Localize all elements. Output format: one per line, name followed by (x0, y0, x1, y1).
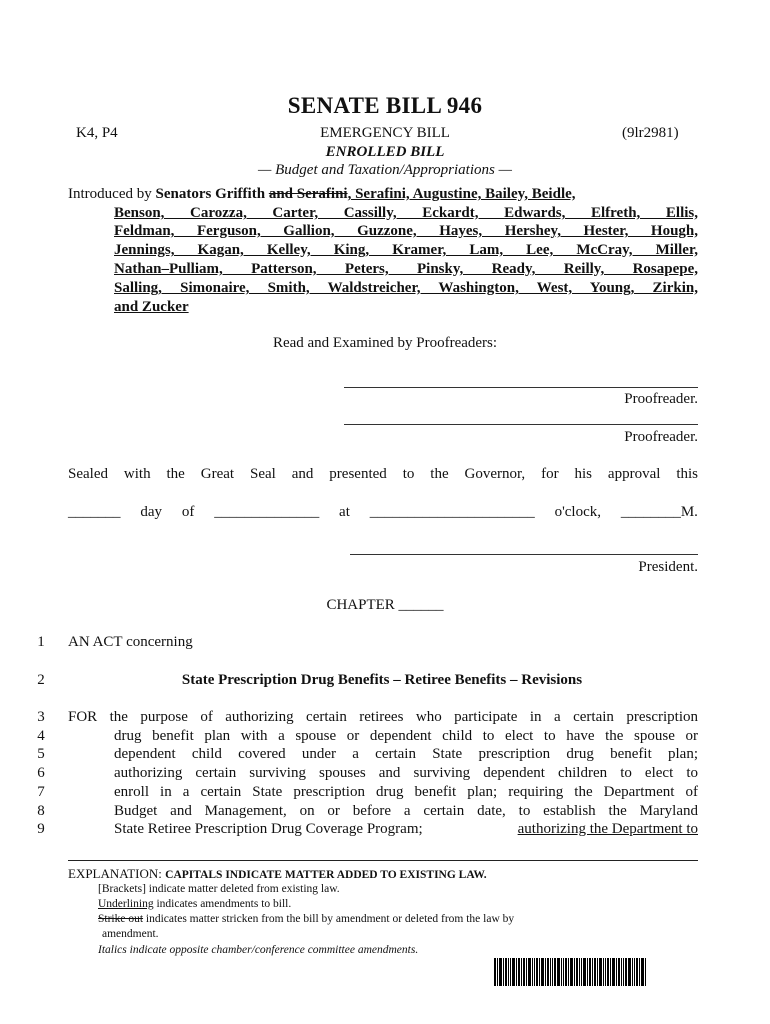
explanation-underlining (98, 898, 291, 910)
sponsors-line-4: Jennings, Kagan, Kelley, King, Kramer, Lam, Lee, McCray, Miller, (114, 242, 698, 258)
proofreader-label-2: Proofreader. (624, 429, 698, 445)
explanation-divider (68, 860, 698, 861)
oclock-word: o'clock, (554, 504, 601, 520)
explanation-heading (68, 866, 487, 882)
sponsors-line-7: and Zucker (114, 299, 189, 315)
line-number: 9 (37, 821, 45, 837)
emergency-label: EMERGENCY BILL (320, 125, 450, 141)
strike-desc: indicates matter stricken from the bill by amendment or deleted from the law by (145, 913, 515, 925)
seal-statement: Sealed with the Great Seal and presented to the Governor, for his approval this (68, 466, 698, 482)
explanation-brackets (98, 883, 340, 895)
proofreader-signature-line-1 (344, 387, 698, 388)
explanation-italics: Italics indicate opposite chamber/conference committee amendments. (98, 944, 419, 956)
body-line-8: Budget and Management, on or before a certain date, to establish the Maryland (114, 803, 698, 819)
day-word: day (140, 504, 163, 520)
act-title (0, 672, 770, 689)
body-line-5: dependent child covered under a certain State prescription drug benefit plan; (114, 746, 698, 762)
explanation-label: EXPLANATION: (68, 866, 162, 881)
sponsors-intro: Introduced by (68, 186, 152, 202)
day-blank: _______ (68, 504, 121, 520)
explanation-strike (98, 913, 514, 925)
act-title-text: State Prescription Drug Benefits – Retiree Benefits – Revisions (181, 672, 583, 688)
sponsors-line-6: Salling, Simonaire, Smith, Waldstreicher, Washington, West, Young, Zirkin, (114, 280, 698, 296)
sponsors-line-1 (68, 186, 698, 203)
sponsors-line-2: Benson, Carozza, Carter, Cassilly, Eckardt, Edwards, Elfreth, Ellis, (114, 205, 698, 221)
sponsors-added-1: , Serafini, Augustine, Bailey, Beidle, (347, 186, 576, 202)
line-number: 7 (37, 784, 45, 800)
meridiem-blank: ________ (620, 504, 681, 520)
president-signature-line (350, 554, 698, 555)
line-number: 5 (37, 746, 45, 762)
proofreader-signature-line-2 (344, 424, 698, 425)
strike-sample: Strike out (98, 913, 144, 925)
committee-label: — Budget and Taxation/Appropriations — (258, 162, 512, 178)
line-number: 8 (37, 803, 45, 819)
body-line-7: enroll in a certain State prescription drug benefit plan; requiring the Department of (114, 784, 698, 800)
bill-title: SENATE BILL 946 (287, 93, 483, 118)
body-line-4: drug benefit plan with a spouse or dependent child to elect to have the spouse or (114, 728, 698, 744)
proofreaders-heading: Read and Examined by Proofreaders: (272, 335, 498, 351)
body-line-9-underlined: authorizing the Department to (517, 821, 698, 837)
underlining-sample: Underlining (98, 898, 154, 910)
at-blank: ______________________ (369, 504, 535, 520)
sponsors-line-3: Feldman, Ferguson, Gallion, Guzzone, Hayes, Hershey, Hester, Hough, (114, 223, 698, 239)
of-blank: ______________ (214, 504, 320, 520)
body-line-3: FOR the purpose of authorizing certain retirees who participate in a certain prescription (68, 709, 698, 725)
sponsors-line-5: Nathan–Pulliam, Patterson, Peters, Pinsky, Ready, Reilly, Rosapepe, (114, 261, 698, 277)
strike-desc-continued: amendment. (102, 928, 159, 940)
body-line-9-text: State Retiree Prescription Drug Coverage Program; (114, 821, 423, 837)
line-number: 2 (37, 672, 45, 688)
line-number: 1 (37, 634, 45, 650)
president-label: President. (638, 559, 698, 575)
underlining-desc: indicates amendments to bill. (156, 898, 292, 910)
proofreader-label-1: Proofreader. (624, 391, 698, 407)
at-word: at (339, 504, 350, 520)
line-number: 6 (37, 765, 45, 781)
meridiem-label: M. (680, 504, 698, 520)
file-number: (9lr2981) (622, 125, 679, 141)
chapter-label: CHAPTER ______ (326, 597, 444, 613)
of-word: of (181, 504, 195, 520)
meridiem-field (621, 504, 698, 521)
line-number: 3 (37, 709, 45, 725)
body-line-6: authorizing certain surviving spouses and surviving dependent children to elect to (114, 765, 698, 781)
barcode (494, 958, 680, 986)
sponsors-struck: and Serafini (268, 186, 348, 202)
brackets-sample: [Brackets] (98, 883, 146, 895)
brackets-desc: indicate matter deleted from existing law. (148, 883, 340, 895)
body-line-9 (114, 821, 698, 838)
explanation-caps: CAPITALS INDICATE MATTER ADDED TO EXISTING LAW. (165, 869, 487, 881)
bill-codes: K4, P4 (76, 125, 118, 141)
line-number: 4 (37, 728, 45, 744)
seal-blanks-row (68, 504, 698, 521)
act-concerning: AN ACT concerning (68, 634, 193, 650)
enrolled-label: ENROLLED BILL (325, 144, 445, 160)
sponsors-lead: Senators Griffith (155, 186, 266, 202)
